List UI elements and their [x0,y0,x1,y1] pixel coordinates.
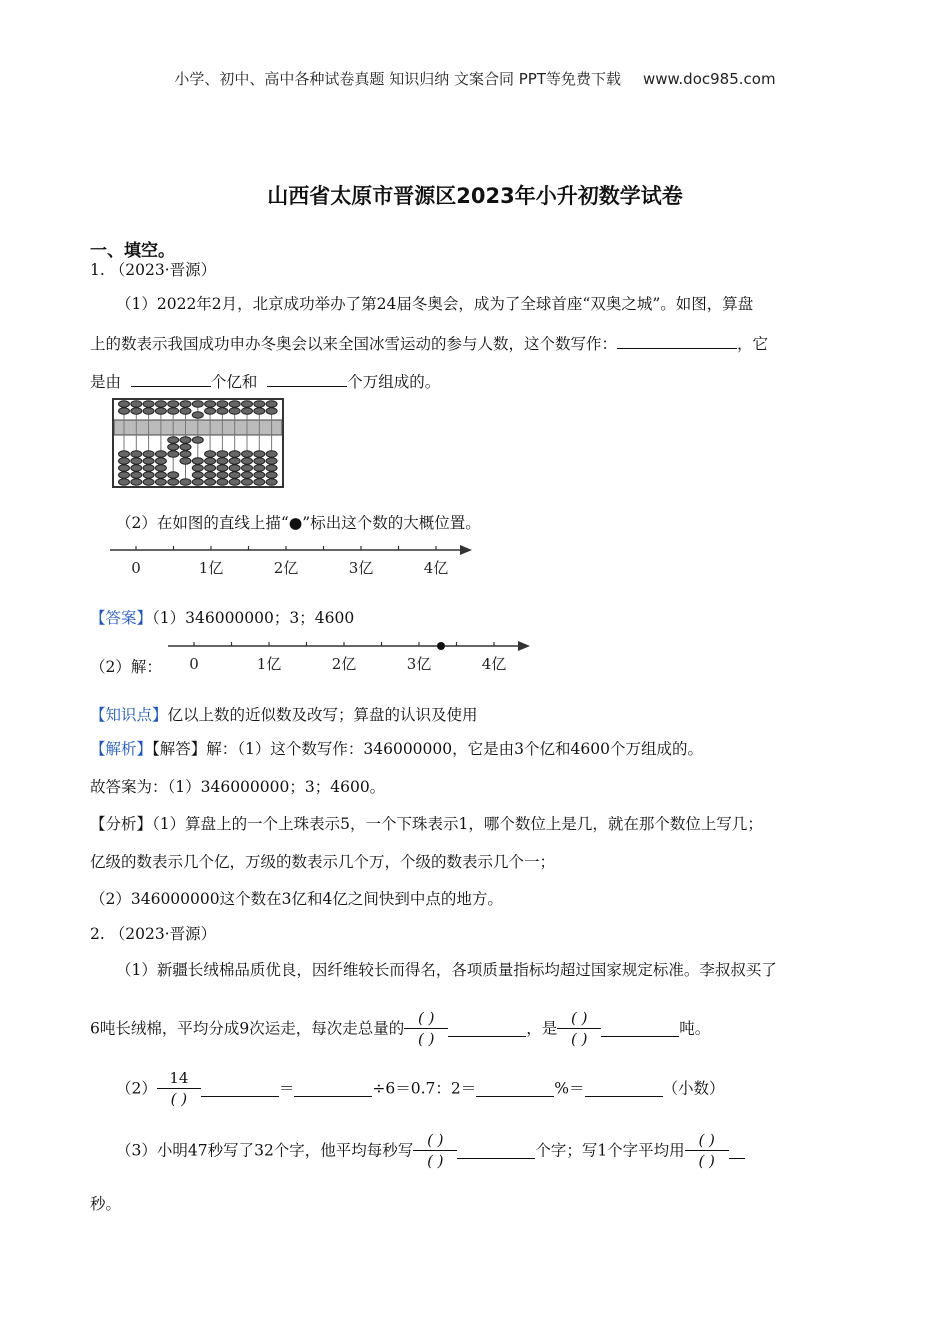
q2-p2-div: ÷6＝0.7：2＝ [372,1079,477,1098]
answer-blank[interactable] [601,1020,679,1037]
knowledge-point [90,705,478,725]
abacus-bead [192,401,203,407]
fraction-blank[interactable]: $\frac{( )}{( )}$ [413,1130,457,1171]
axis-labels [131,559,448,577]
abacus-bead [192,479,203,485]
abacus-bead [192,412,203,418]
abacus-bead [192,458,203,464]
abacus-bead [242,472,253,478]
answer-blank[interactable] [457,1142,535,1159]
q2-header [90,924,216,944]
answer-blank[interactable] [294,1080,372,1097]
abacus-bead [254,479,265,485]
axis-tick-label: 2亿 [273,559,299,577]
fraction-blank[interactable]: $\frac{( )}{( )}$ [685,1130,729,1171]
q2-p1-mid: ，是 [526,1019,558,1038]
abacus-bead [217,408,228,414]
axis-tick-label: 1亿 [198,559,224,577]
abacus-bead [217,401,228,407]
abacus-bead [192,465,203,471]
abacus-bead [217,465,228,471]
q2-number: 2. [90,925,105,943]
abacus-bead [143,479,154,485]
q1-source: （2023·晋源） [109,261,217,279]
abacus-bead [217,479,228,485]
abacus-bead [266,401,277,407]
q1-text-line2-pre: 上的数表示我国成功申办冬奥会以来全国冰雪运动的参与人数，这个数写作： [90,335,618,353]
abacus-bead [168,479,179,485]
abacus-bead [155,465,166,471]
abacus-bead [143,451,154,457]
abacus-bead [119,451,130,457]
abacus-bead [155,408,166,414]
abacus-bead [119,479,130,485]
axis-tick-label: 4亿 [423,559,449,577]
axis-arrow-icon [518,641,530,651]
abacus-bead [254,465,265,471]
q2-p2-pre: （2） [116,1079,157,1098]
abacus-bead [143,401,154,407]
q2-p1-pre: 6吨长绒棉，平均分成9次运走，每次走总量的 [90,1019,405,1038]
answer-tag: 【答案】 [90,609,153,627]
abacus-bead [242,408,253,414]
q1-line3-post: 个万组成的。 [347,373,441,391]
answer-summary: 故答案为：（1）346000000；3；4600。 [90,778,386,796]
page-header [0,68,950,89]
abacus-bead [254,451,265,457]
abacus-bead [131,472,142,478]
abacus-bead [217,472,228,478]
knowledge-text: 亿以上数的近似数及改写；算盘的认识及使用 [167,706,478,724]
page-title: 山西省太原市晋源区2023年小升初数学试卷 [267,184,683,208]
abacus-bead [168,401,179,407]
abacus-bead [229,458,240,464]
abacus-bead [168,451,179,457]
q1-header [90,260,216,280]
axis-tick-label: 0 [189,655,199,673]
abacus-bead [229,408,240,414]
equals-sign: ＝ [278,1079,295,1098]
abacus-bead [266,472,277,478]
q2-p2-pct: %＝ [554,1079,585,1098]
abacus-bead [131,408,142,414]
abacus-bead [192,437,203,443]
fraction-blank[interactable]: $\frac{( )}{( )}$ [557,1008,601,1049]
axis-labels [189,655,506,673]
abacus-bead [131,401,142,407]
q2-part2-line [116,1068,725,1109]
analysis-line [90,739,703,759]
q2-source: （2023·晋源） [109,925,217,943]
abacus-bead [205,401,216,407]
abacus-bead [180,451,191,457]
abacus-bead [266,451,277,457]
answer-blank[interactable] [201,1080,279,1097]
abacus-bead [143,458,154,464]
abacus-bead [254,401,265,407]
abacus-bead [119,408,130,414]
axis-tick-label: 1亿 [256,655,282,673]
abacus-bead [205,408,216,414]
abacus-bead [242,401,253,407]
analysis-tag: 【解析】 [90,740,153,758]
number-line-answer [166,636,536,678]
q1-line3-pre: 是由 [90,373,122,391]
q2-part1-line1: （1）新疆长绒棉品质优良，因纤维较长而得名，各项质量指标均超过国家规定标准。李叔叔买了 [116,961,777,979]
fraction-blank[interactable]: $\frac{( )}{( )}$ [404,1008,448,1049]
abacus-bead [217,451,228,457]
abacus-bead [168,472,179,478]
abacus-bead [155,458,166,464]
abacus-bead [180,408,191,414]
abacus-bead [180,437,191,443]
q1-part2-text: （2）在如图的直线上描“●”标出这个数的大概位置。 [116,514,481,532]
abacus-bead [131,458,142,464]
abacus-bead [143,408,154,414]
q1-text-line2-post: ，它 [737,335,769,353]
abacus-bead [143,465,154,471]
marked-point [437,642,445,650]
abacus-bead [143,472,154,478]
answer-blank[interactable] [585,1080,663,1097]
section-heading: 一、填空。 [90,241,175,261]
answer-line [90,608,354,628]
axis-tick-label: 3亿 [348,559,374,577]
q1-blank-yi[interactable] [131,370,211,387]
abacus-bead [242,458,253,464]
abacus-bead [254,472,265,478]
abacus-bead [168,444,179,450]
analysis-text: 【解答】解：（1）这个数写作：346000000，它是由3个亿和4600个万组成的。 [152,740,703,758]
q2-part3-end: 秒。 [90,1195,122,1213]
q1-number: 1. [90,261,105,279]
abacus-bead [205,451,216,457]
abacus-bead [119,465,130,471]
abacus-bead [155,401,166,407]
q1-line3-mid: 个亿和 [210,373,258,391]
abacus-bead [229,465,240,471]
abacus-bead [266,408,277,414]
abacus-bead [119,472,130,478]
abacus-bead [155,451,166,457]
abacus-bead [168,437,179,443]
abacus-bead [192,472,203,478]
q1-blank-wan[interactable] [267,370,347,387]
abacus-bead [180,479,191,485]
abacus-figure [112,398,284,488]
abacus-bead [155,472,166,478]
q1-text-line3 [90,370,440,392]
q2-part3-line [116,1130,745,1171]
q2-p3-mid: 个字；写1个字平均用 [535,1141,685,1160]
axis-tick-label: 4亿 [481,655,507,673]
answer-text: （1）346000000；3；4600 [152,609,355,627]
abacus-bead [180,444,191,450]
q2-part1-line2 [90,1008,710,1049]
analysis-para-3: （2）346000000这个数在3亿和4亿之间快到中点的地方。 [90,890,503,908]
abacus-bead [254,458,265,464]
q2-p1-post: 吨。 [679,1019,711,1038]
fraction-14[interactable]: $\frac{14}{( )}$ [157,1068,201,1109]
answer-blank[interactable] [729,1142,745,1159]
q1-text-line1: （1）2022年2月，北京成功举办了第24届冬奥会，成为了全球首座“双奥之城”。如图，算盘 [116,295,754,313]
abacus-bead [266,465,277,471]
abacus-bead [229,401,240,407]
abacus-bead [205,465,216,471]
q1-text-line2 [90,332,768,354]
abacus-bead [242,479,253,485]
abacus-bead [168,408,179,414]
abacus-bead [217,458,228,464]
header-text: 小学、初中、高中各种试卷真题 知识归纳 文案合同 PPT等免费下载 [174,70,621,88]
axis-tick-label: 2亿 [331,655,357,673]
answer2-label: （2）解： [90,658,162,676]
abacus-bead [180,458,191,464]
abacus-bead [180,401,191,407]
abacus-bead [229,451,240,457]
q2-p3-pre: （3）小明47秒写了32个字，他平均每秒写 [116,1141,414,1160]
abacus-bead [119,401,130,407]
analysis-para-2: 亿级的数表示几个亿，万级的数表示几个万，个级的数表示几个一； [90,853,556,871]
analysis-para-1: 【分析】（1）算盘上的一个上珠表示5，一个下珠表示1，哪个数位上是几，就在那个数位上写几； [90,815,763,833]
header-site: www.doc985.com [642,70,776,88]
abacus-bead [205,479,216,485]
answer-blank[interactable] [476,1080,554,1097]
abacus-bead [229,472,240,478]
q1-blank-number[interactable] [617,332,737,349]
abacus-bead [119,458,130,464]
abacus-bead [131,451,142,457]
number-line-question [108,540,478,582]
abacus-bead [205,472,216,478]
abacus-bead [266,458,277,464]
abacus-bead [242,451,253,457]
abacus-bead [266,479,277,485]
abacus-bead [205,458,216,464]
abacus-bead [254,408,265,414]
abacus-bead [131,465,142,471]
axis-tick-label: 3亿 [406,655,432,673]
axis-arrow-icon [460,545,472,555]
abacus-bead [131,479,142,485]
abacus-bead [155,479,166,485]
abacus-bead [242,465,253,471]
abacus-bead [229,479,240,485]
q2-p2-tail: （小数） [662,1079,725,1098]
axis-tick-label: 0 [131,559,141,577]
answer-blank[interactable] [448,1020,526,1037]
knowledge-tag: 【知识点】 [90,706,168,724]
